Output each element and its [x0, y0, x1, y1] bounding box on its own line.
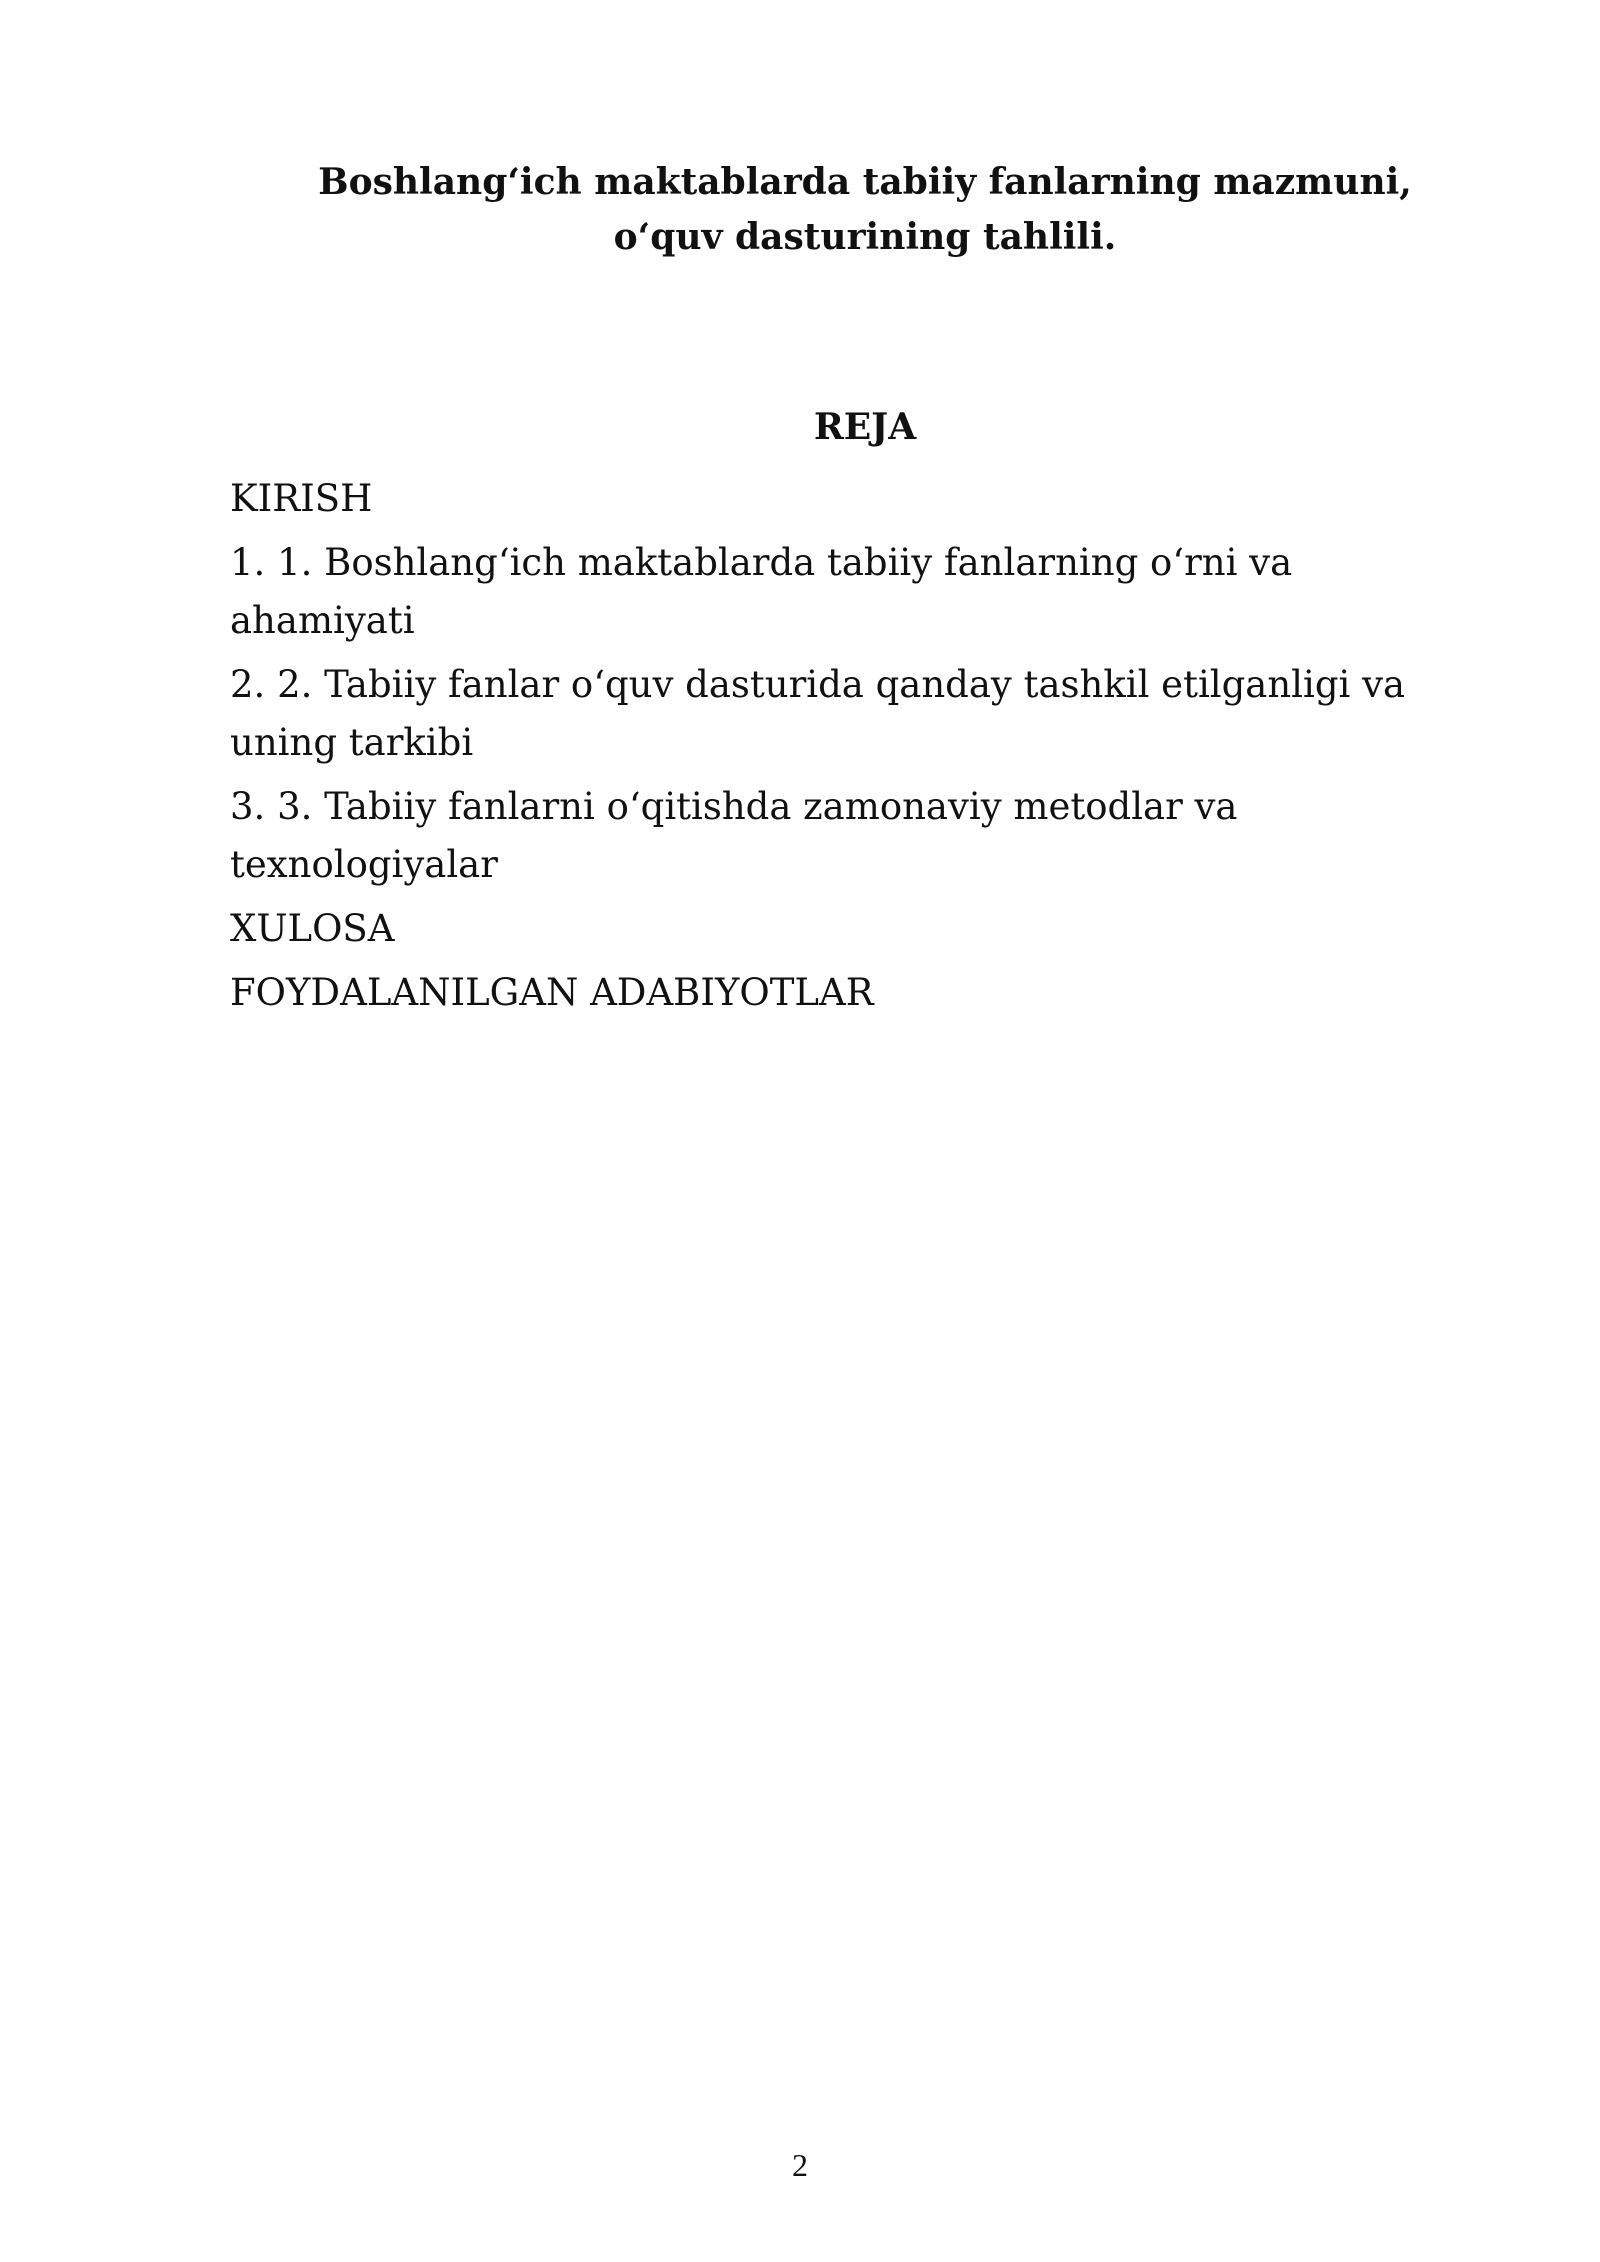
document-title-line-2: o‘quv dasturining tahlili.	[613, 216, 1117, 258]
plan-heading: REJA	[813, 406, 917, 448]
plan-item-references: FOYDALANILGAN ADABIYOTLAR	[230, 971, 874, 1014]
plan-item-2: 2. 2. Tabiiy fanlar o‘quv dasturida qanday tashkil etilganligi va uning tarkibi	[230, 663, 1406, 764]
plan-item-1: 1. 1. Boshlang‘ich maktablarda tabiiy fanlarning o‘rni va ahamiyati	[230, 541, 1293, 642]
plan-list	[230, 470, 1470, 1028]
document-title	[230, 155, 1500, 265]
plan-item-3: 3. 3. Tabiiy fanlarni o‘qitishda zamonaviy metodlar va texnologiyalar	[230, 785, 1238, 886]
document-title-line-1: Boshlang‘ich maktablarda tabiiy fanlarning mazmuni,	[318, 161, 1412, 203]
page-number: 2	[792, 2147, 808, 2183]
plan-item-conclusion: XULOSA	[230, 907, 395, 950]
plan-item-introduction: KIRISH	[230, 477, 373, 520]
